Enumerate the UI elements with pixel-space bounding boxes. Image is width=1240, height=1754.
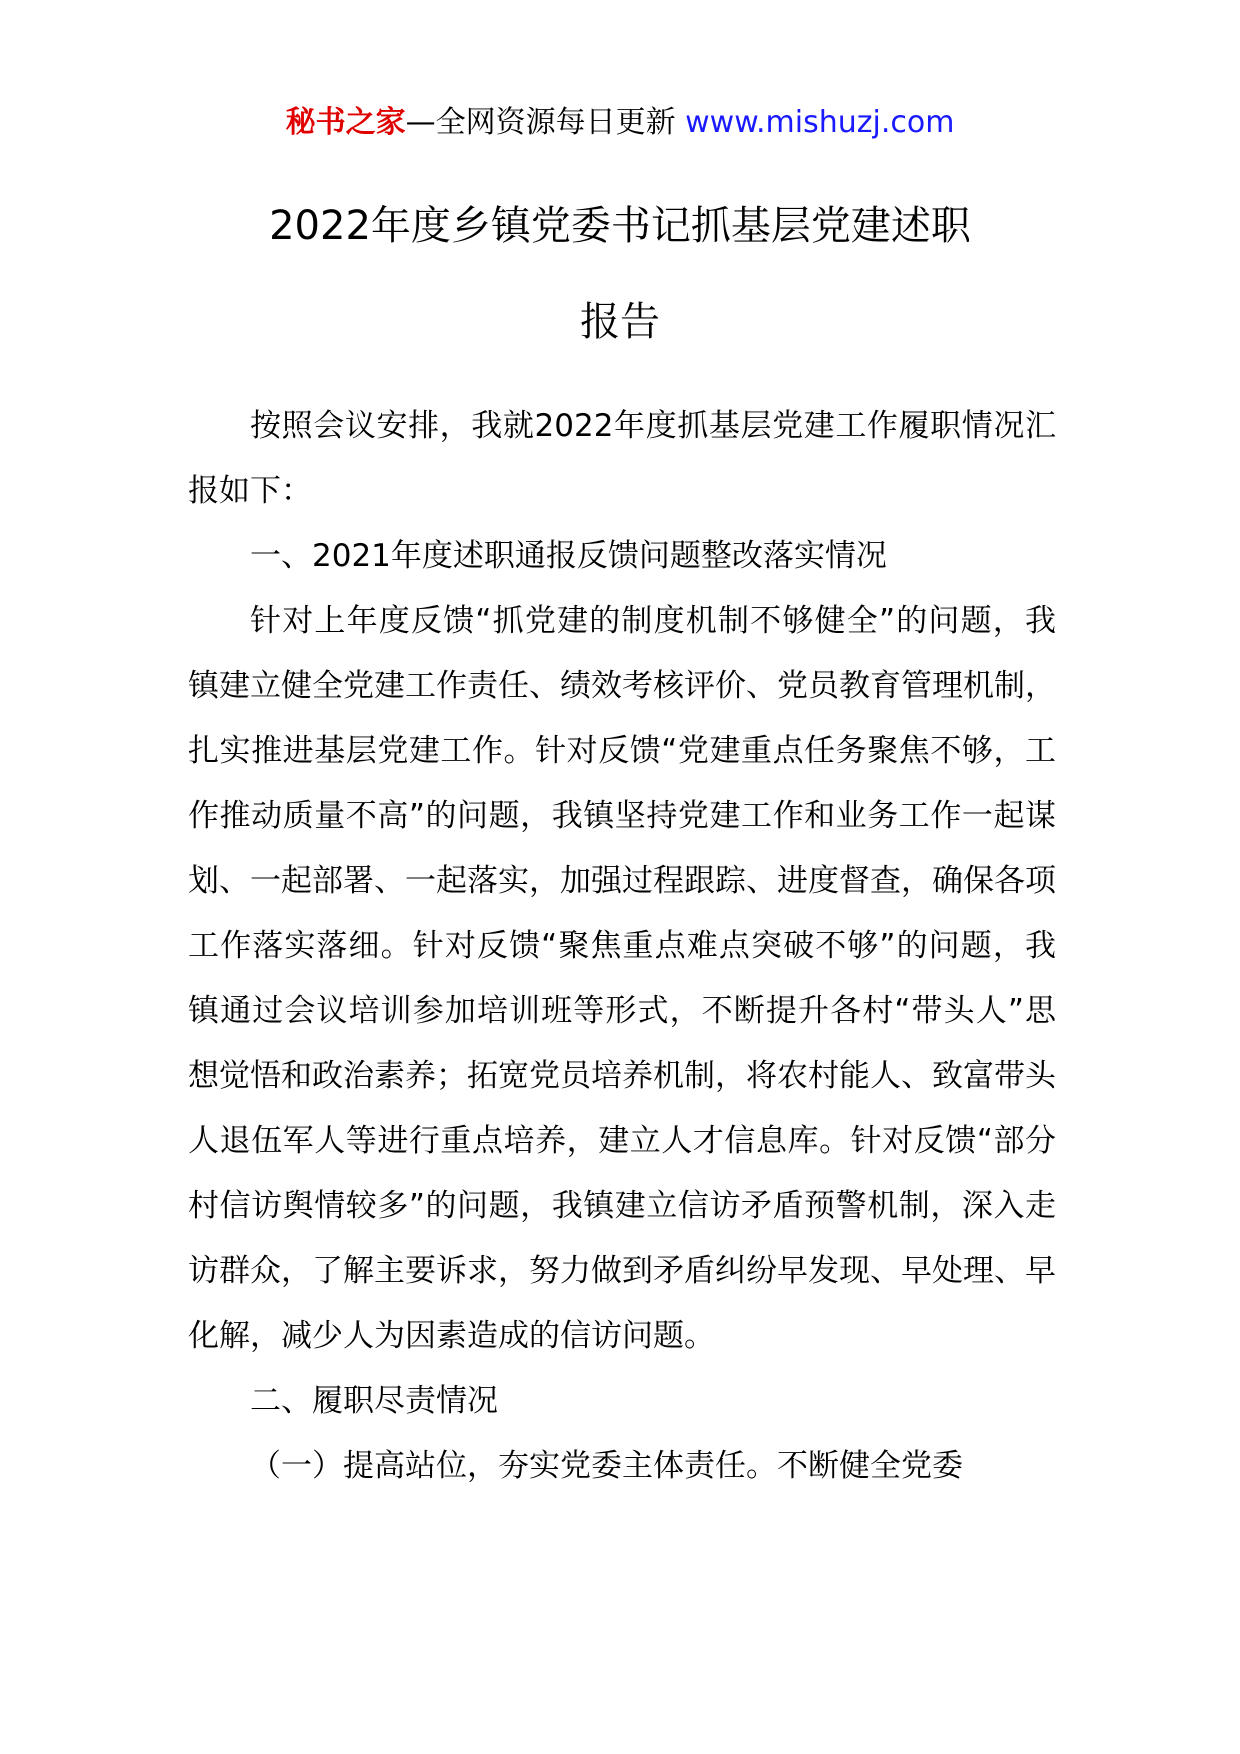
section-heading-2: 二、履职尽责情况 <box>250 1383 498 1419</box>
body-paragraph: 针对上年度反馈“抓党建的制度机制不够健全”的问题，我镇建立健全党建工作责任、绩效考核评价、党员教育管理机制，扎实推进基层党建工作。针对反馈“党建重点任务聚焦不够，工作推动质量不高”的问题，我镇坚持党建工作和业务工作一起谋划、一起部署、一起落实，加强过程跟踪、进度督查，确保各项工作落实落细。针对反馈“聚焦重点难点突破不够”的问题，我镇通过会议培训参加培训班等形式，不断提升各村“带头人”思想觉悟和政治素养；拓宽党员培养机制，将农村能人、致富带头人退伍军人等进行重点培养，建立人才信息库。针对反馈“部分村信访舆情较多”的问题，我镇建立信访矛盾预警机制，深入走访群众，了解主要诉求，努力做到矛盾纠纷早发现、早处理、早化解，减少人为因素造成的信访问题。 <box>188 603 1056 1354</box>
site-brand: 秘书之家 <box>285 105 406 140</box>
document-title-line-1: 2022年度乡镇党委书记抓基层党建述职 <box>269 203 971 249</box>
subsection-paragraph: （一）提高站位，夯实党委主体责任。不断健全党委 <box>250 1448 963 1484</box>
site-slogan: 全网资源每日更新 <box>435 105 676 140</box>
intro-paragraph: 按照会议安排，我就2022年度抓基层党建工作履职情况汇报如下： <box>188 408 1056 509</box>
site-header <box>0 100 1240 146</box>
section-heading-1: 一、2021年度述职通报反馈问题整改落实情况 <box>250 538 887 574</box>
site-url-link[interactable]: www.mishuzj.com <box>685 105 955 140</box>
header-dash: — <box>405 105 436 140</box>
document-title-line-2: 报告 <box>580 299 660 345</box>
document-body <box>188 394 1056 1499</box>
